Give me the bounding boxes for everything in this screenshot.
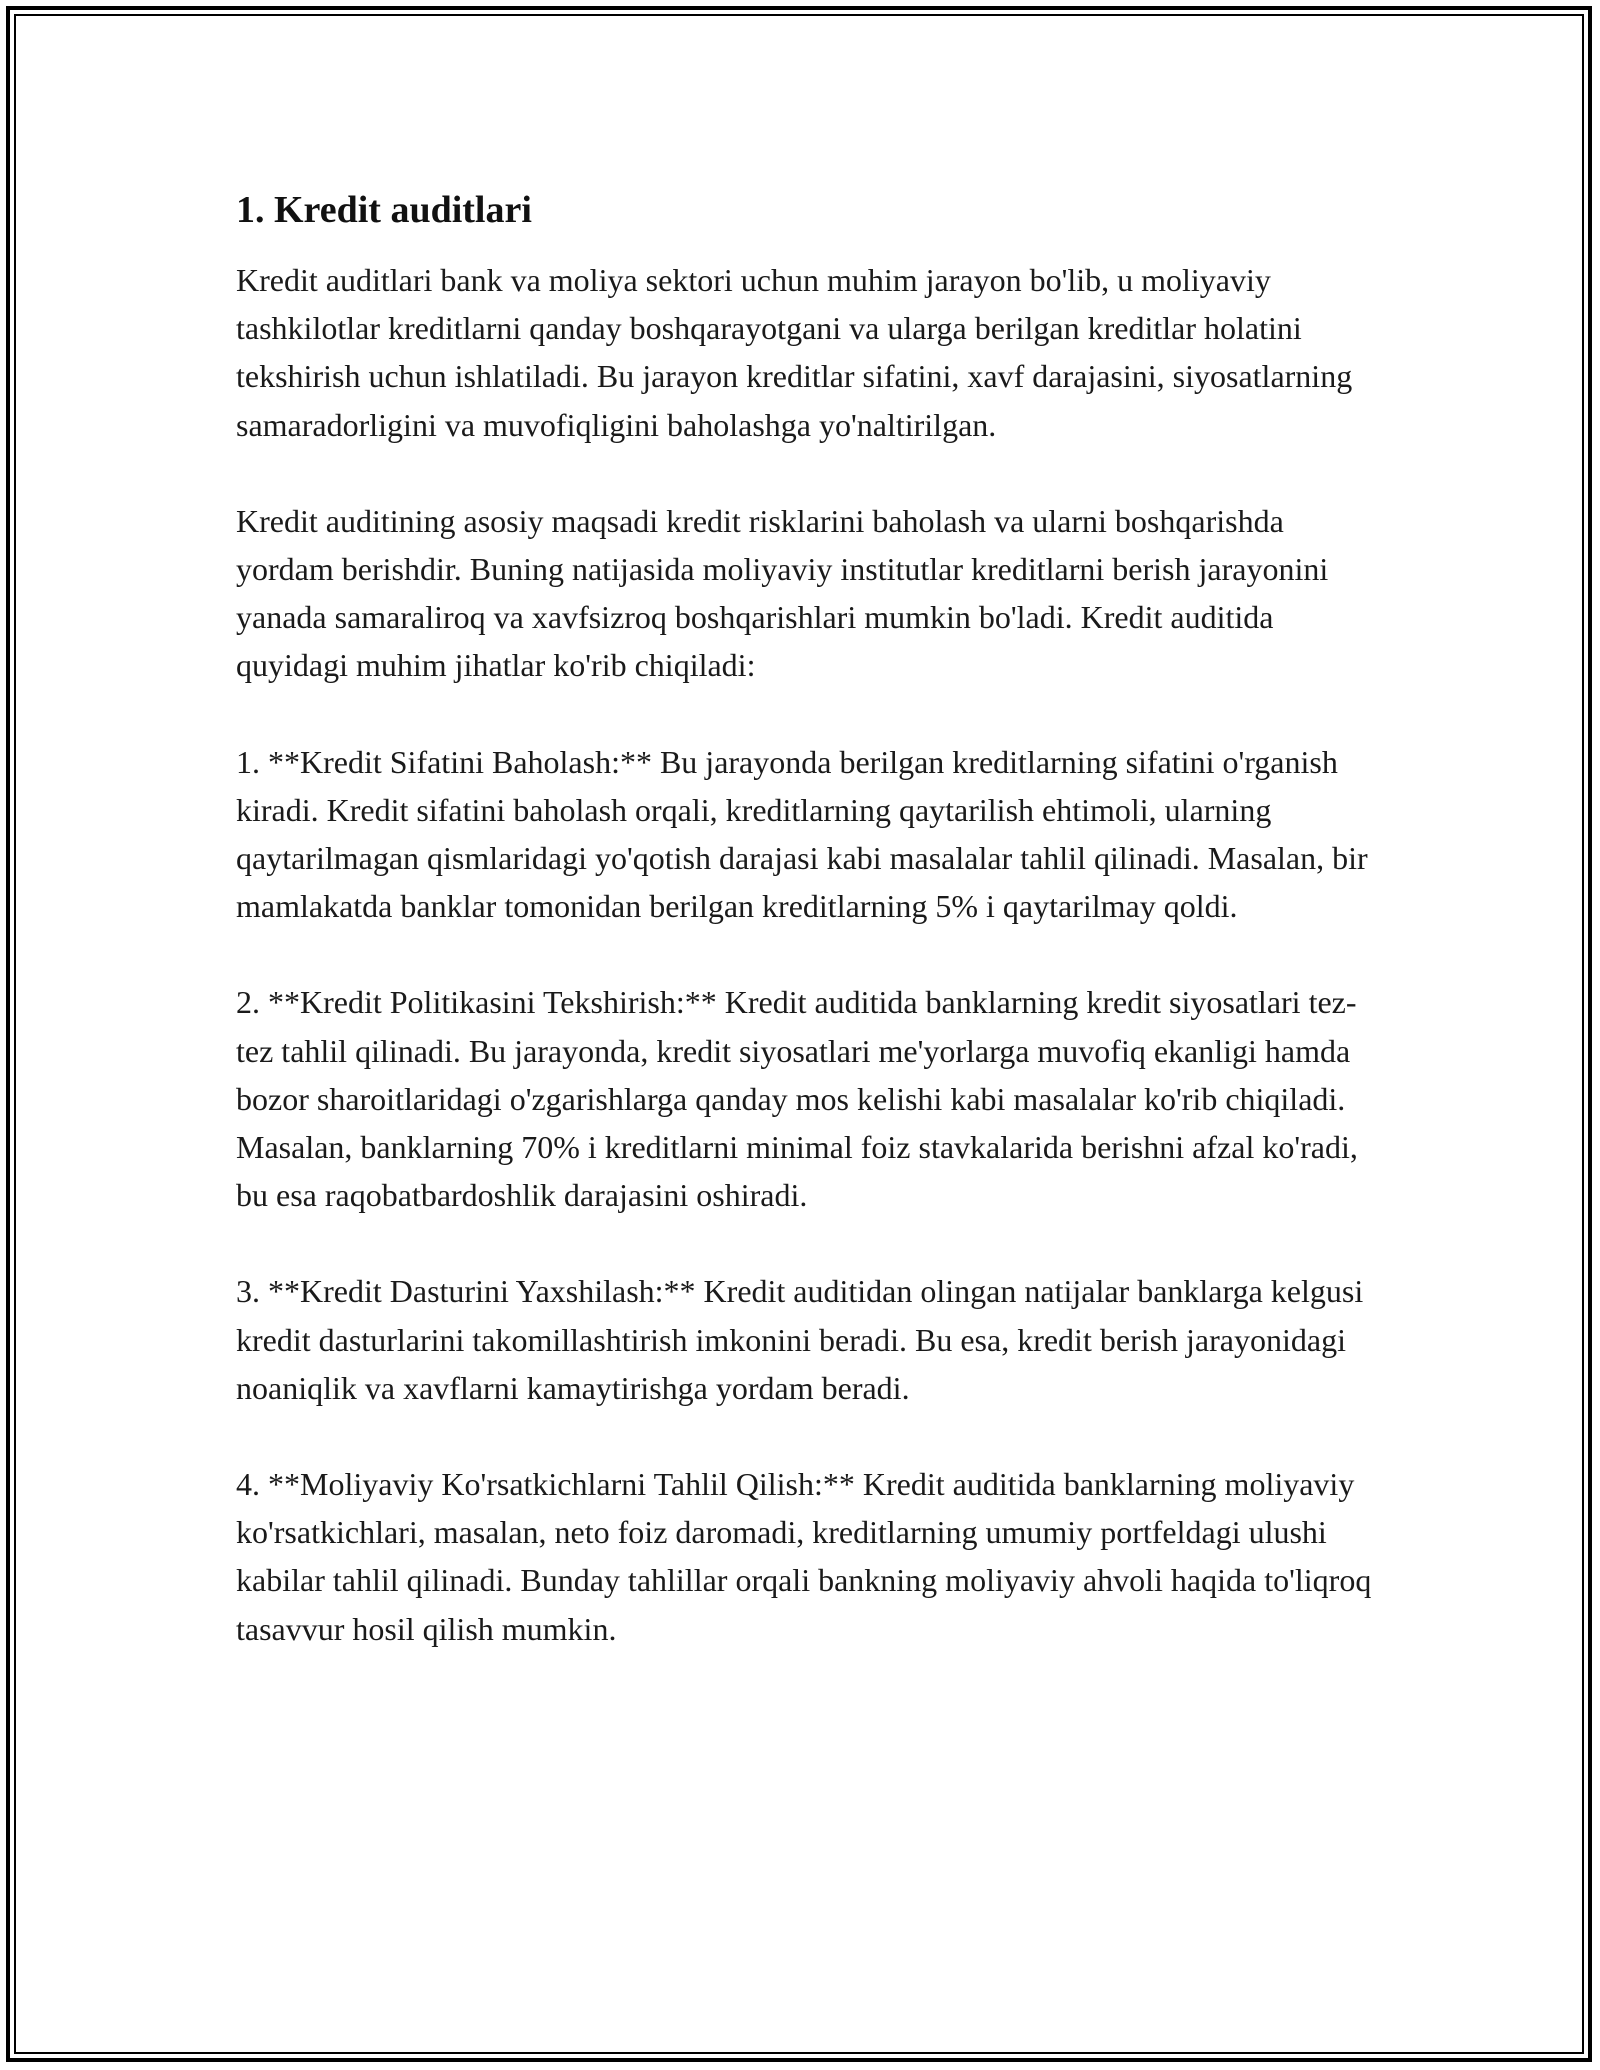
list-item-credit-program: 3. **Kredit Dasturini Yaxshilash:** Kredit auditidan olingan natijalar banklarga kelgusi kredit dasturlarini takomillashtirish imkonini beradi. Bu esa, kredit berish jarayonidagi noaniqlik va xavflarni kamaytirishga yordam beradi. xyxy=(236,1273,1364,1406)
section-heading: 1. Kredit auditlari xyxy=(236,189,532,231)
paragraph-intro: Kredit auditlari bank va moliya sektori uchun muhim jarayon bo'lib, u moliyaviy tashkilotlar kreditlarni qanday boshqarayotgani va ularga berilgan kreditlar holatini tekshirish uchun ishlatiladi. Bu jarayon kreditlar sifatini, xavf darajasini, siyosatlarning samaradorligini va muvofiqligini baholashga yo'naltirilgan. xyxy=(236,262,1353,443)
document-body xyxy=(236,186,1376,1701)
paragraph-purpose: Kredit auditining asosiy maqsadi kredit risklarini baholash va ularni boshqarishda yordam berishdir. Buning natijasida moliyaviy institutlar kreditlarni berish jarayonini yanada samaraliroq va xavfsizroq boshqarishlari mumkin bo'ladi. Kredit auditida quyidagi muhim jihatlar ko'rib chiqiladi: xyxy=(236,502,1329,684)
list-item-credit-policy: 2. **Kredit Politikasini Tekshirish:** Kredit auditida banklarning kredit siyosatlari tez-tez tahlil qilinadi. Bu jarayonda, kredit siyosatlari me'yorlarga muvofiq ekanligi hamda bozor sharoitlaridagi o'zgarishlarga qanday mos kelishi kabi masalalar ko'rib chiqiladi. Masalan, banklarning 70% i kreditlarni minimal foiz stavkalarida berishni afzal ko'radi, bu esa raqobatbardoshlik darajasini oshiradi. xyxy=(236,984,1358,1214)
list-item-financial-indicators: 4. **Moliyaviy Ko'rsatkichlarni Tahlil Qilish:** Kredit auditida banklarning moliyaviy ko'rsatkichlari, masalan, neto foiz daromadi, kreditlarning umumiy portfeldagi ulushi kabilar tahlil qilinadi. Bunday tahlillar orqali bankning moliyaviy ahvoli haqida to'liqroq tasavvur hosil qilish mumkin. xyxy=(236,1466,1372,1647)
list-item-credit-quality: 1. **Kredit Sifatini Baholash:** Bu jarayonda berilgan kreditlarning sifatini o'rganish kiradi. Kredit sifatini baholash orqali, kreditlarning qaytarilish ehtimoli, ularning qaytarilmagan qismlaridagi yo'qotish darajasi kabi masalalar tahlil qilinadi. Masalan, bir mamlakatda banklar tomonidan berilgan kreditlarning 5% i qaytarilmay qoldi. xyxy=(236,743,1368,925)
